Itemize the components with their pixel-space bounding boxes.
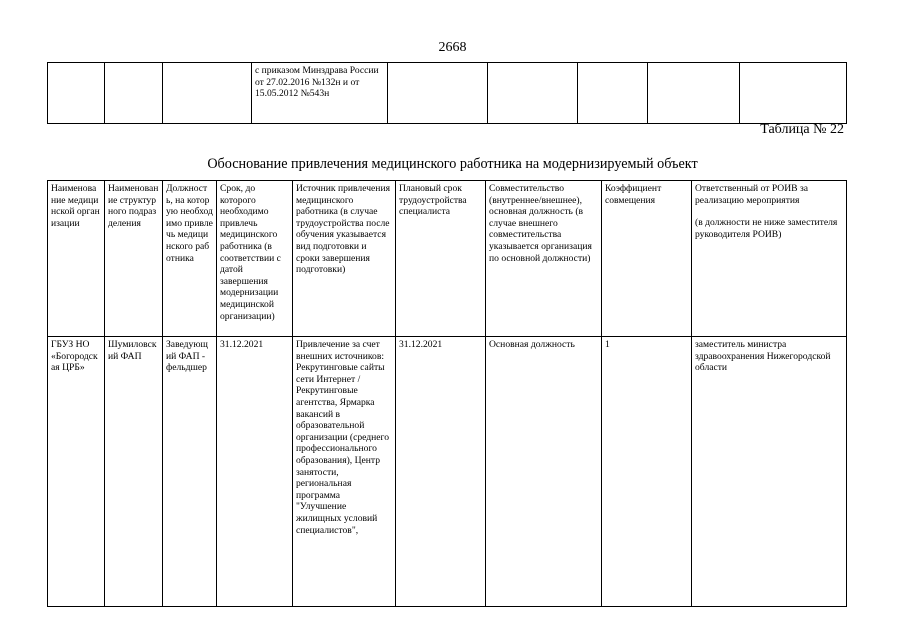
- column-header-unit: Наименование структурного подразделения: [105, 181, 163, 337]
- cell-unit: Шумиловский ФАП: [105, 337, 163, 607]
- table-cell: [48, 63, 105, 124]
- column-header-combination: Совместительство (внутреннее/внешнее), основная должность (в случае внешнего совместительства указывается организация по основной должности): [486, 181, 602, 337]
- document-title: Обоснование привлечения медицинского работника на модернизируемый объект: [207, 156, 698, 172]
- cell-responsible: заместитель министра здравоохранения Нижегородской области: [692, 337, 847, 607]
- table-label: Таблица № 22: [760, 122, 844, 137]
- responsible-header-main: Ответственный от РОИВ за реализацию мероприятия: [695, 183, 809, 206]
- table-cell: [105, 63, 163, 124]
- cell-organization: ГБУЗ НО «Богородская ЦРБ»: [48, 337, 105, 607]
- column-header-responsible: [692, 181, 847, 337]
- responsible-header-note: (в должности не ниже заместителя руководителя РОИВ): [695, 217, 838, 240]
- justification-table: [47, 180, 847, 607]
- table-cell: [648, 63, 740, 124]
- table-cell: [578, 63, 648, 124]
- column-header-position: Должность, на которую необходимо привлечь медицинского работника: [163, 181, 217, 337]
- table-row: [48, 337, 847, 607]
- table-cell: [740, 63, 847, 124]
- cell-deadline: 31.12.2021: [217, 337, 293, 607]
- cell-position: Заведующий ФАП - фельдшер: [163, 337, 217, 607]
- table-cell: с приказом Минздрава России от 27.02.2016 №132н и от 15.05.2012 №543н: [252, 63, 388, 124]
- table-cell: [163, 63, 252, 124]
- column-header-planned-date: Плановый срок трудоустройства специалиста: [396, 181, 486, 337]
- table-row: [48, 63, 847, 124]
- column-header-organization: Наименование медицинской организации: [48, 181, 105, 337]
- table-header-row: [48, 181, 847, 337]
- cell-planned-date: 31.12.2021: [396, 337, 486, 607]
- cell-coefficient: 1: [602, 337, 692, 607]
- page-number: 2668: [438, 40, 467, 55]
- cell-combination: Основная должность: [486, 337, 602, 607]
- column-header-coefficient: Коэффициент совмещения: [602, 181, 692, 337]
- table-cell: [488, 63, 578, 124]
- column-header-deadline: Срок, до которого необходимо привлечь медицинского работника (в соответствии с датой завершения модернизации медицинской организации): [217, 181, 293, 337]
- table-cell: [388, 63, 488, 124]
- cell-source: Привлечение за счет внешних источников: Рекрутинговые сайты сети Интернет / Рекрутинговые агентства, Ярмарка вакансий в образовательной организации (среднего профессионального образования), Центр занятости, региональная программа "Улучшение жилищных условий специалистов",: [293, 337, 396, 607]
- continuation-table: [47, 62, 847, 124]
- column-header-source: Источник привлечения медицинского работника (в случае трудоустройства после обучения указывается вид подготовки и сроки завершения подготовки): [293, 181, 396, 337]
